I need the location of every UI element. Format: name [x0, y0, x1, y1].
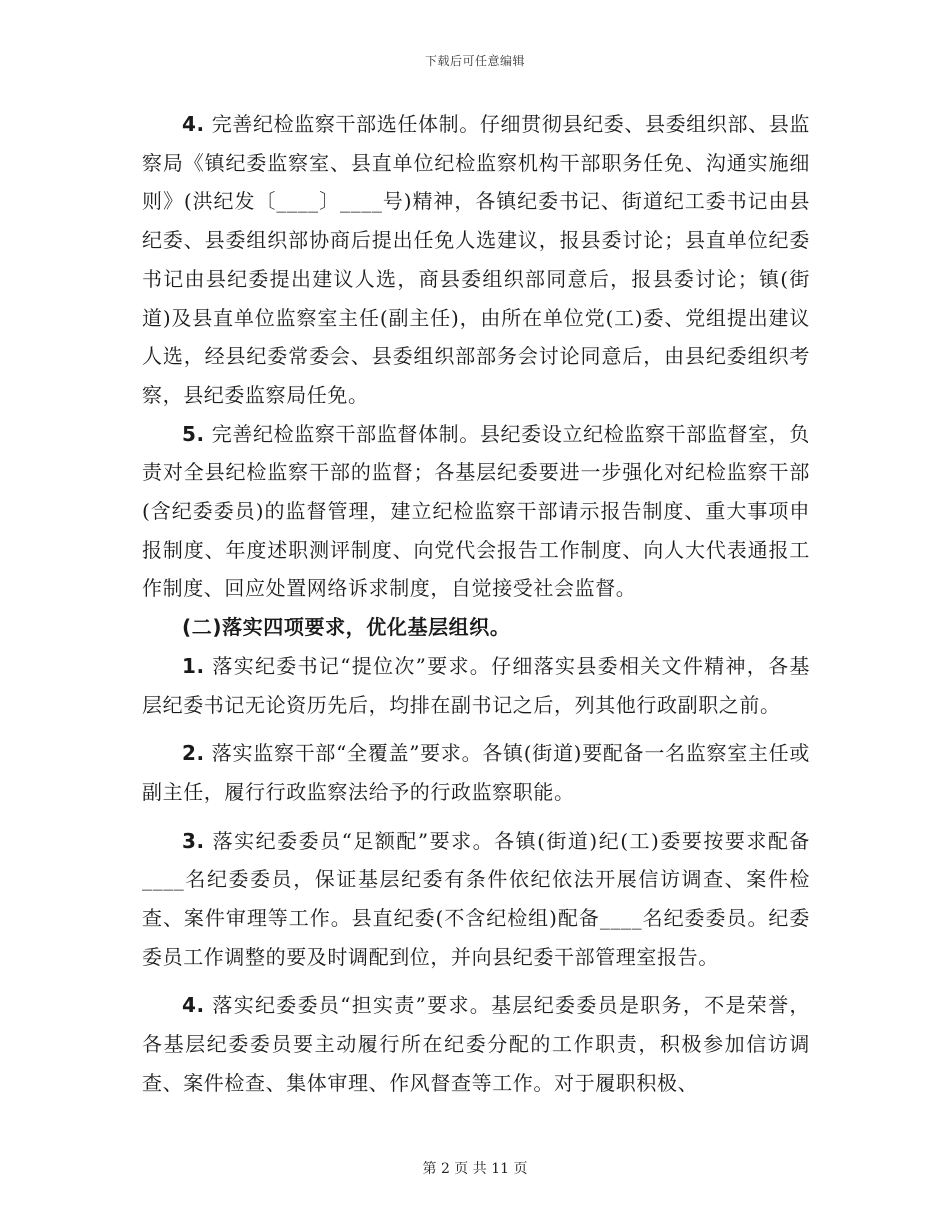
paragraph-item-5-supervision [142, 415, 810, 609]
paragraph-number: 4. [182, 993, 205, 1018]
page-header: 下载后可任意编辑 [424, 54, 525, 68]
paragraph-item-4-selection [142, 105, 810, 415]
paragraph-item-2-coverage [142, 734, 810, 811]
paragraph-text: 落实纪委书记“提位次”要求。仔细落实县委相关文件精神，各基层纪委书记无论资历先后，均排在副书记之后，列其他行政副职之前。 [142, 653, 810, 717]
paragraph-item-1-rank [142, 647, 810, 724]
paragraph-number: 2. [182, 741, 205, 766]
paragraph-text: 落实纪委委员“足额配”要求。各镇(街道)纪(工)委要按要求配备____名纪委委员，保证基层纪委有条件依纪依法开展信访调查、案件检查、案件审理等工作。县直纪委(不含纪检组)配备____名纪委委员。纪委委员工作调整的要及时调配到位，并向县纪委干部管理室报告。 [142, 828, 810, 969]
section-heading-text: (二)落实四项要求，优化基层组织。 [182, 615, 511, 640]
paragraph-text: 落实监察干部“全覆盖”要求。各镇(街道)要配备一名监察室主任或副主任，履行行政监察法给予的行政监察职能。 [142, 741, 810, 804]
paragraph-number: 3. [182, 828, 205, 853]
document-body [142, 105, 810, 1103]
paragraph-number: 5. [182, 421, 205, 446]
paragraph-item-4-duty [142, 986, 810, 1102]
paragraph-number: 1. [182, 653, 205, 678]
paragraph-text: 落实纪委委员“担实责”要求。基层纪委委员是职务，不是荣誉，各基层纪委委员要主动履行所在纪委分配的工作职责，积极参加信访调查、案件检查、集体审理、作风督查等工作。对于履职积极、 [142, 993, 810, 1095]
section-heading-2 [142, 608, 810, 647]
page-footer: 第 2 页 共 11 页 [422, 1161, 528, 1177]
paragraph-number: 4. [182, 112, 205, 136]
paragraph-text: 完善纪检监察干部监督体制。县纪委设立纪检监察干部监督室，负责对全县纪检监察干部的监督；各基层纪委要进一步强化对纪检监察干部(含纪委委员)的监督管理，建立纪检监察干部请示报告制度、重大事项申报制度、年度述职测评制度、向党代会报告工作制度、向人大代表通报工作制度、回应处置网络诉求制度，自觉接受社会监督。 [142, 421, 810, 601]
paragraph-item-3-staffing [142, 822, 810, 977]
paragraph-text: 完善纪检监察干部选任体制。仔细贯彻县纪委、县委组织部、县监察局《镇纪委监察室、县直单位纪检监察机构干部职务任免、沟通实施细则》(洪纪发〔____〕____号)精神，各镇纪委书记、街道纪工委书记由县纪委、县委组织部协商后提出任免人选建议，报县委讨论；县直单位纪委书记由县纪委提出建议人选，商县委组织部同意后，报县委讨论；镇(街道)及县直单位监察室主任(副主任)，由所在单位党(工)委、党组提出建议人选，经县纪委常委会、县委组织部部务会讨论同意后，由县纪委组织考察，县纪委监察局任免。 [142, 112, 810, 407]
